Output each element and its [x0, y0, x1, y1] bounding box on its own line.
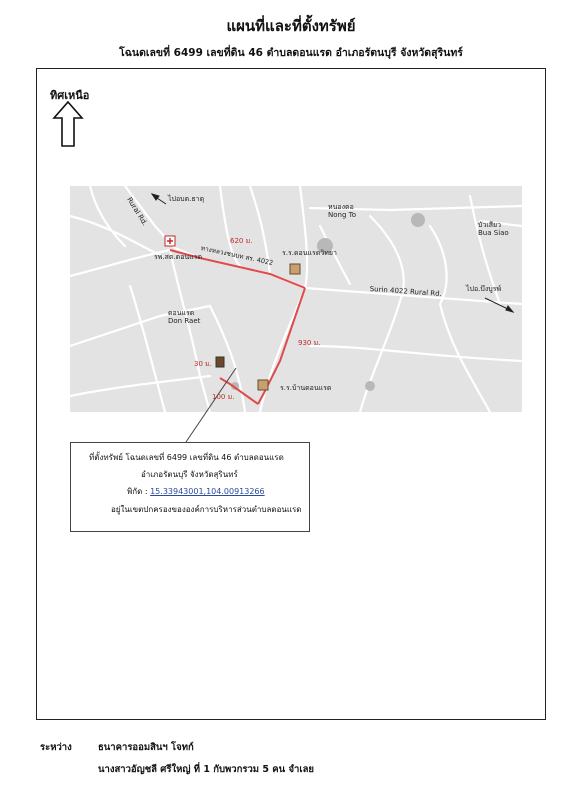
map-label-bua-siao-th: บัวเสียว	[478, 221, 502, 229]
coord-value-link[interactable]: 15.33943001,104.00913266	[150, 487, 265, 496]
info-line-4: อยู่ในเขตปกครองขององค์การบริหารส่วนตำบลดอนแรด	[111, 505, 302, 514]
map-distance-930: 930 ม.	[298, 339, 321, 347]
footer-plaintiff: ธนาคารออมสินฯ โจทก์	[98, 742, 194, 753]
map-label-surin-road: Surin 4022 Rural Rd.	[369, 285, 443, 299]
map-label-don-raet-th: ดอนแรด	[168, 309, 195, 317]
map-label-don-raet-en: Don Raet	[168, 317, 201, 325]
map-label-school2: ร.ร.บ้านดอนแรด	[280, 384, 332, 392]
map-distance-620: 620 ม.	[230, 237, 253, 245]
page-title: แผนที่และที่ตั้งทรัพย์	[226, 17, 356, 35]
info-line-1: ที่ตั้งทรัพย์ โฉนดเลขที่ 6499 เลขที่ดิน 46 ตำบลดอนแรด	[89, 453, 284, 462]
map-label-hospital: รพ.สต.ดอนแรด	[154, 253, 202, 261]
coord-label: พิกัด :	[127, 487, 151, 496]
map-distance-30: 30 ม.	[194, 360, 212, 368]
map-label-nong-to-th: หนองตอ	[328, 203, 354, 211]
map-label-to-sathat: ไปอบต.ธาตุ	[168, 195, 205, 203]
footer-defendant: นางสาวอัญชลี ศรีใหญ่ ที่ 1 กับพวกรวม 5 คน จำเลย	[98, 764, 314, 775]
map-distance-100: 100 ม.	[212, 393, 235, 401]
map-label-to-buengboon: ไปอ.บึงบูรพ์	[466, 285, 502, 293]
map-label-nong-to-en: Nong To	[328, 211, 356, 219]
north-label: ทิศเหนือ	[50, 89, 90, 102]
map-label-bua-siao-en: Bua Siao	[478, 229, 509, 237]
page-subtitle: โฉนดเลขที่ 6499 เลขที่ดิน 46 ตำบลดอนแรด อำเภอรัตนบุรี จังหวัดสุรินทร์	[119, 47, 463, 59]
footer-between: ระหว่าง	[40, 742, 72, 753]
info-line-2: อำเภอรัตนบุรี จังหวัดสุรินทร์	[141, 470, 238, 479]
map-label-school: ร.ร.ดอนแรดวิทยา	[282, 249, 337, 257]
map-label-rural-rd: Rural Rd.	[125, 196, 149, 228]
property-info-box	[70, 442, 310, 532]
map-label-road-th: ทางหลวงชนบท สร. 4022	[200, 243, 274, 268]
info-coordinates	[127, 487, 265, 497]
